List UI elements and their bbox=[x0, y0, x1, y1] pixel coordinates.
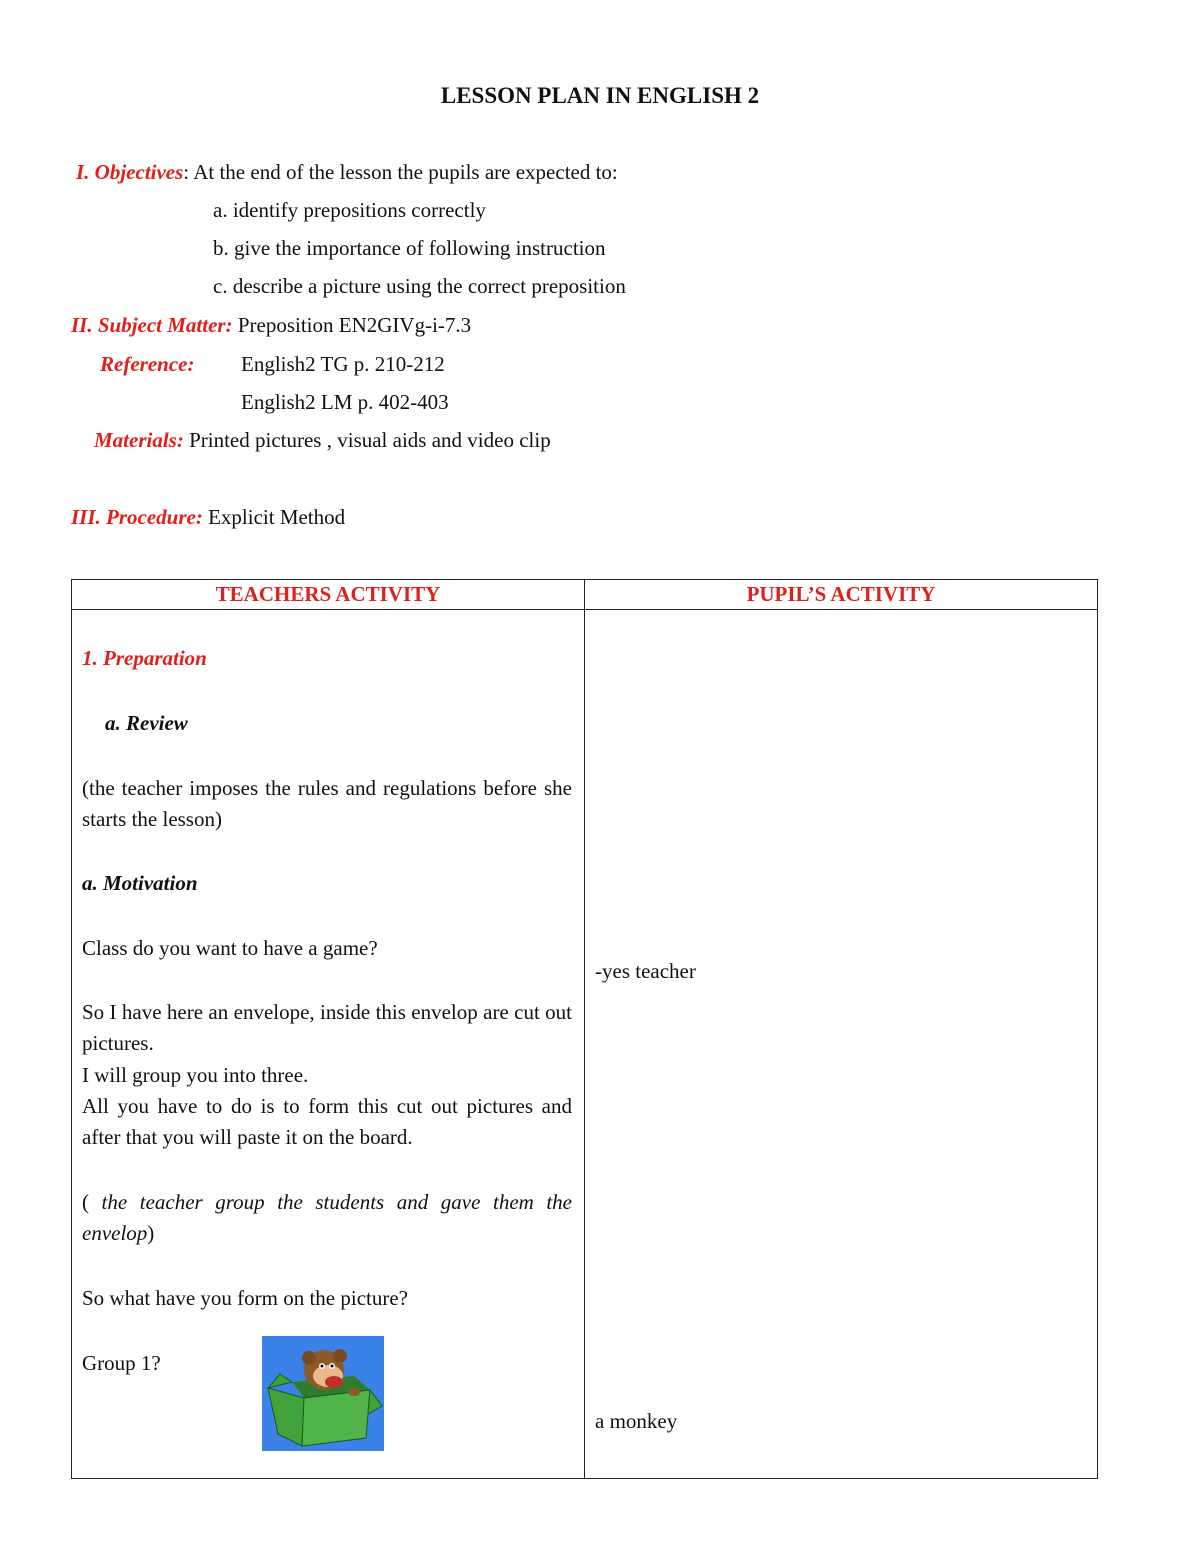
stage-direction bbox=[82, 1187, 572, 1249]
preparation-heading: 1. Preparation bbox=[82, 646, 207, 670]
table-header-row bbox=[72, 580, 1098, 610]
monkey-in-box-picture bbox=[262, 1336, 384, 1451]
objectives-line bbox=[76, 162, 618, 183]
game-question: Class do you want to have a game? bbox=[82, 936, 378, 960]
objectives-label: I. Objectives bbox=[76, 160, 184, 184]
envelope-text: So I have here an envelope, inside this envelop are cut out pictures. bbox=[82, 1000, 572, 1055]
motivation-heading: a. Motivation bbox=[82, 871, 198, 895]
teacher-cell bbox=[72, 610, 585, 1479]
pupil-cell bbox=[585, 610, 1098, 1479]
form-instruction-text: All you have to do is to form this cut out pictures and after that you will paste it on the board. bbox=[82, 1094, 572, 1149]
reference-item: English2 LM p. 402-403 bbox=[241, 390, 449, 414]
objective-item: a. identify prepositions correctly bbox=[213, 198, 486, 222]
objectives-intro: : At the end of the lesson the pupils are expected to: bbox=[183, 160, 618, 184]
picture-question: So what have you form on the picture? bbox=[82, 1286, 408, 1310]
materials-line bbox=[94, 430, 551, 451]
objective-item: c. describe a picture using the correct preposition bbox=[213, 274, 626, 298]
review-text: (the teacher imposes the rules and regulations before she starts the lesson) bbox=[82, 776, 572, 831]
teachers-activity-header: TEACHERS ACTIVITY bbox=[72, 580, 585, 610]
page-title: LESSON PLAN IN ENGLISH 2 bbox=[440, 83, 760, 108]
procedure-line bbox=[71, 507, 345, 528]
table-row bbox=[72, 610, 1098, 1479]
pupils-activity-header: PUPIL’S ACTIVITY bbox=[585, 580, 1098, 610]
group1-label: Group 1? bbox=[82, 1351, 161, 1375]
stage-close: ) bbox=[147, 1221, 155, 1245]
activity-table bbox=[71, 579, 1098, 1479]
pupil-answer: a monkey bbox=[595, 1409, 678, 1433]
procedure-label: III. Procedure: bbox=[71, 505, 203, 529]
objective-item: b. give the importance of following instruction bbox=[213, 236, 606, 260]
subject-matter-line bbox=[71, 315, 471, 336]
review-heading: a. Review bbox=[105, 711, 188, 735]
materials-value: Printed pictures , visual aids and video clip bbox=[183, 428, 551, 452]
stage-open: ( bbox=[82, 1190, 102, 1214]
stage-italic: the teacher group the students and gave them the envelop bbox=[82, 1190, 573, 1245]
procedure-value: Explicit Method bbox=[202, 505, 346, 529]
pupil-answer: -yes teacher bbox=[595, 959, 696, 983]
group-text: I will group you into three. bbox=[82, 1063, 309, 1087]
subject-matter-value: Preposition EN2GIVg-i-7.3 bbox=[232, 313, 472, 337]
reference-label: Reference: bbox=[100, 352, 195, 376]
subject-matter-label: II. Subject Matter: bbox=[71, 313, 233, 337]
reference-item: English2 TG p. 210-212 bbox=[241, 352, 445, 376]
materials-label: Materials: bbox=[94, 428, 184, 452]
